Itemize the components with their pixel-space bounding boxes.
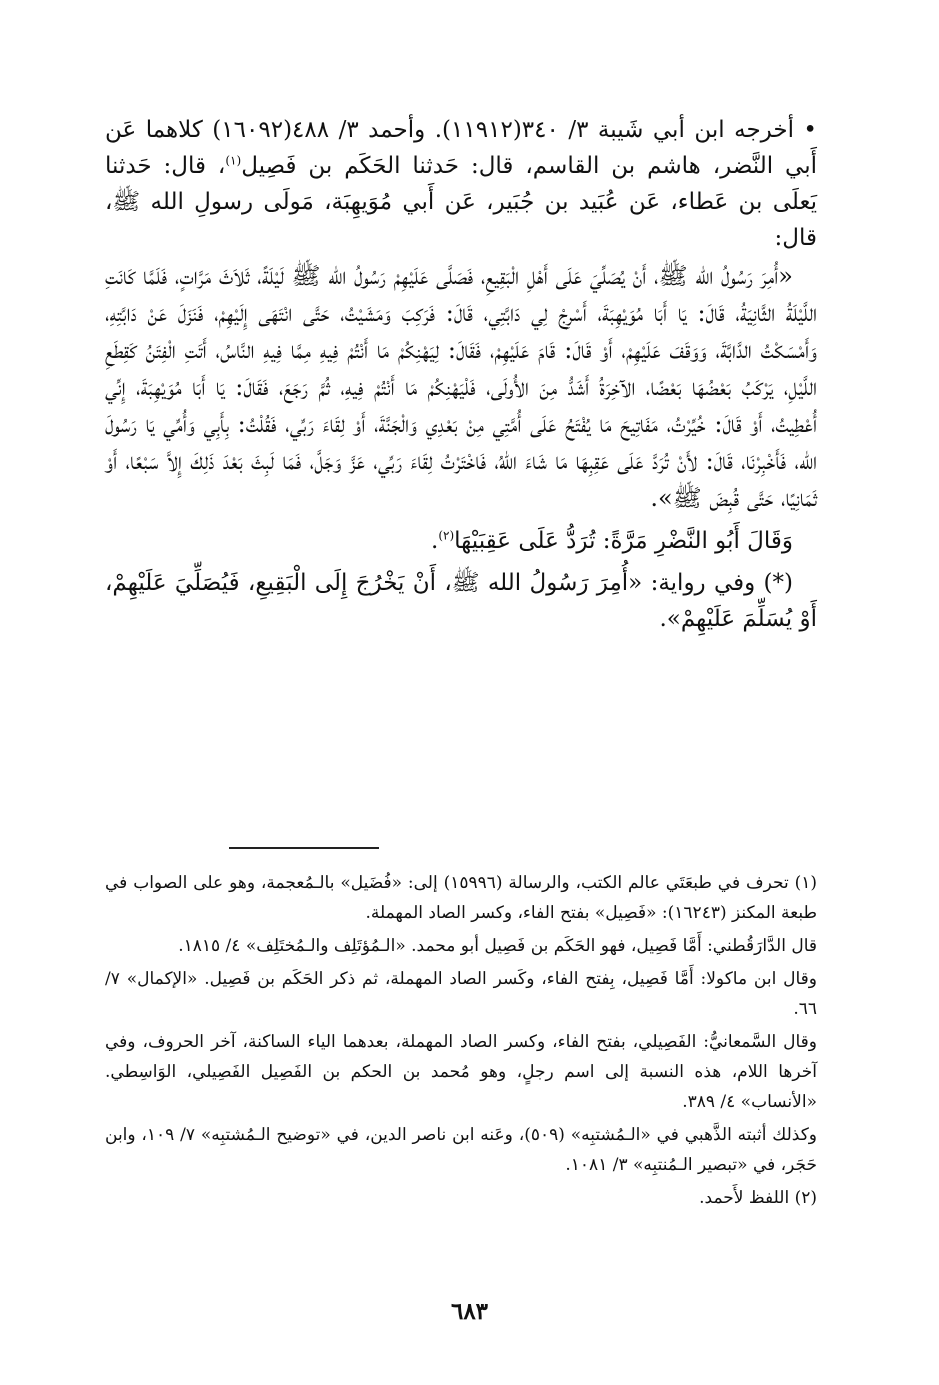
riwaya-paragraph: (*) وفي رواية: «أُمِرَ رَسُولُ الله ﷺ، أَنْ يَخْرُجَ إِلَى الْبَقِيعِ، فَيُصَلِّيَ عَلَيْهِمْ، أَوْ يُسَلِّمَ عَلَيْهِمْ». xyxy=(105,570,817,632)
hadith-text: «أُمِرَ رَسُولُ الله ﷺ، أَنْ يُصَلِّيَ عَلَى أَهْلِ الْبَقِيعِ، فَصَلَّى عَلَيْهِمْ رَسُولُ الله ﷺ لَيْلَةً، ثَلاَثَ مَرَّاتٍ، فَلَمَّا كَانَتِ اللَّيْلَةُ الثَّانِيَةُ، قَالَ: يَا أَبَا مُوَيْهِبَةَ، أَسْرِجْ لِي دَابَّتِي، قَالَ: فَرَكِبَ وَمَشَيْتُ، حَتَّى انْتَهَى إِلَيْهِمْ، فَنَزَلَ عَنْ دَابَّتِهِ، وَأَمْسَكْتُ الدَّابَّةَ، وَوَقَفَ عَلَيْهِمْ، أَوْ قَالَ: قَامَ عَلَيْهِمْ، فَقَالَ: لِيَهْنِكُمْ مَا أَنْتُمْ فِيهِ مِمَّا فِيهِ النَّاسُ، أَتَتِ الْفِتَنُ كَقِطَعِ اللَّيْلِ، يَرْكَبُ بَعْضُهَا بَعْضًا، الآخِرَةُ أَشَدُّ مِنَ الأُولَى، فَلْيَهْنِكُمْ مَا أَنْتُمْ فِيهِ، ثُمَّ رَجَعَ، فَقَالَ: يَا أَبَا مُوَيْهِبَةَ، إِنِّي أُعْطِيتُ، أَوْ قَالَ: خُيِّرْتُ، مَفَاتِيحَ مَا يُفْتَحُ عَلَى أُمَّتِي مِنْ بَعْدِي وَالْجَنَّةَ، أَوْ لِقَاءَ رَبِّي، فَقُلْتُ: بِأَبِي وَأُمِّي يَا رَسُولَ الله، فَأَخْبِرْنَا، قَالَ: لأَنْ تُرَدَّ عَلَى عَقِبِهَا مَا شَاءَ اللهُ، فَاخْتَرْتُ لِقَاءَ رَبِّي، عَزَّ وَجَلَّ، فَمَا لَبِثَ بَعْدَ ذَلِكَ إِلاَّ سَبْعًا، أَوْ ثَمَانِيًا، حَتَّى قُبِضَ ﷺ». xyxy=(105,262,817,512)
takhrij-line-2: عَن أَبي النَّضر، هاشم بن القاسم، قال: حَدثنا الحَكَم بن فَصِيل xyxy=(105,117,817,179)
page-number: ٦٨٣ xyxy=(450,1298,489,1325)
footnote-1-samani: وقال السَّمعانيُّ: الفَصِيلي، بفتح الفاء، وكسر الصاد المهملة، بعدهما الياء الساكنة، آخر الحروف، وفي آخرها اللام، هذه النسبة إلى اسم رجلٍ، وهو مُحمد بن الحكم بن الفَصِيل الفَصِيلي، الوَاسِطي. «الأنساب» ٤/ ٣٨٩. xyxy=(105,1032,817,1112)
footnote-1: (١) تحرف في طبعَتَي عالم الكتب، والرسالة (١٥٩٩٦) إلى: «فُضَيل» بالـمُعجمة، وهو على الصواب في طبعة المكنز (١٦٢٤٣): «فَصِيل» بفتح الفاء، وكسر الصاد المهملة. xyxy=(105,873,817,923)
footnote-ref-1[interactable]: (١) xyxy=(225,153,242,168)
takhrij-line-3: ، قال: حَدثنا يَعلَى بن عَطاء، عَن عُبَيد بن جُبَير، عَن أَبي مُوَيهِبَة، مَولَى رسولِ الله ﷺ، قال: xyxy=(105,153,817,251)
takhrij-paragraph xyxy=(105,112,817,256)
footnote-1-dhahabi: وكذلك أثبته الذَّهبي في «الـمُشتبِه» (٥٠٩)، وعَنه ابن ناصر الدين، في «توضيح الـمُشتبِه» ٧/ ١٠٩، وابن حَجَر، في «تبصير الـمُنتبِه» ٣/ ١٠٨١. xyxy=(105,1125,817,1175)
abu-nadr-text: وَقَالَ أَبُو النَّضْرِ مَرَّةً: تُرَدُّ عَلَى عَقِبَيْهَا xyxy=(454,528,793,554)
footnote-ref-2[interactable]: (٢) xyxy=(438,528,455,543)
footnotes xyxy=(105,868,817,1215)
footnote-1-makula: وقال ابن ماكولا: أَمَّا فَصِيل، بِفتح الفاء، وكَسر الصاد المهملة، ثم ذكر الحَكَم بن فَصِيل. «الإكمال» ٧/ ٦٦. xyxy=(105,969,817,1019)
footnote-2: (٢) اللفظ لأَحمد. xyxy=(699,1188,817,1208)
main-text xyxy=(105,112,817,637)
footnote-1-daraqutni: قال الدَّارَقُطني: أَمَّا فَصِيل، فهو الحَكَم بن فَصِيل أبو محمد. «الـمُؤتَلِف والـمُختَلِف» ٤/ ١٨١٥. xyxy=(178,936,817,956)
footnote-divider xyxy=(229,847,379,849)
takhrij-line-1: • أخرجه ابن أبي شَيبة ٣/ ٣٤٠(١١٩١٢). وأحمد ٣/ ٤٨٨(١٦٠٩٢) كلاهما xyxy=(145,117,817,143)
abu-nadr-variant: وَقَالَ أَبُو النَّضْرِ مَرَّةً: تُرَدُّ عَلَى عَقِبَيْهَا$^{(٢)}$. xyxy=(431,528,793,554)
